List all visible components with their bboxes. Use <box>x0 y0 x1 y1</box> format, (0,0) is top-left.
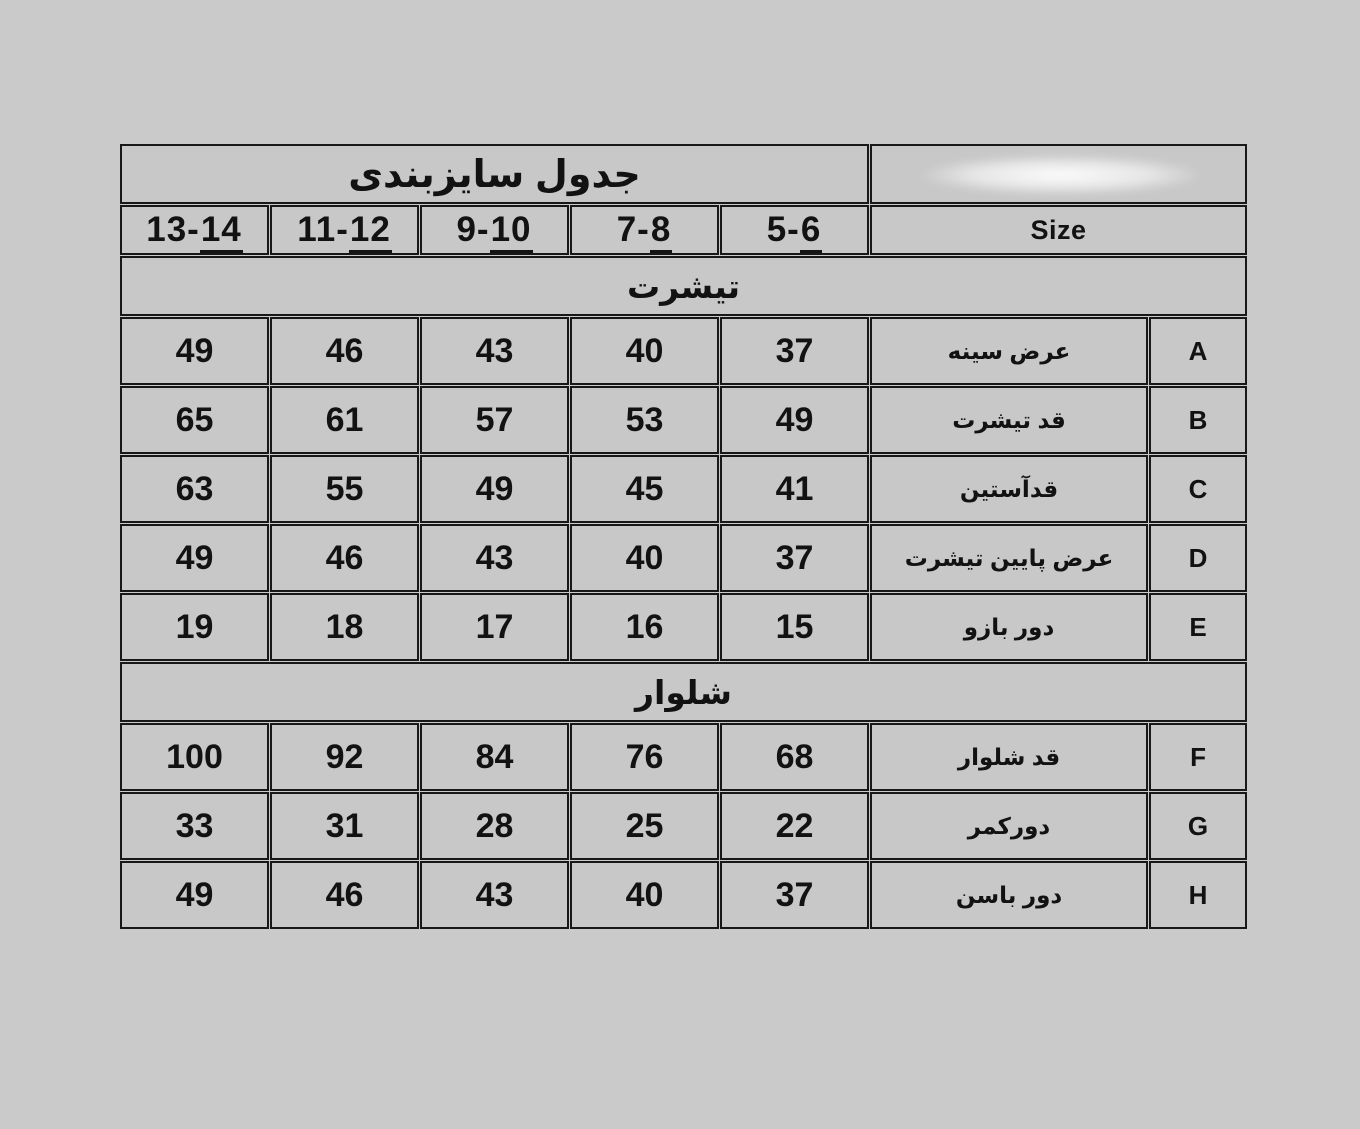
blurred-brand-area <box>920 155 1202 195</box>
size-label-underlined: 12 <box>349 210 392 254</box>
row-letter: H <box>1149 861 1247 929</box>
value-cell: 57 <box>420 386 569 454</box>
value-cell: 65 <box>120 386 269 454</box>
size-label-underlined: 10 <box>490 210 533 254</box>
size-header-label: Size <box>870 205 1247 255</box>
value-cell: 55 <box>270 455 419 523</box>
row-letter: B <box>1149 386 1247 454</box>
value-cell: 28 <box>420 792 569 860</box>
value-cell: 41 <box>720 455 869 523</box>
pants-section-banner-row <box>120 662 1247 722</box>
value-cell: 31 <box>270 792 419 860</box>
size-label-plain: 5- <box>766 210 800 249</box>
value-cell: 49 <box>420 455 569 523</box>
table-row-d <box>120 524 1247 592</box>
tshirt-section-banner-row <box>120 256 1247 316</box>
value-cell: 17 <box>420 593 569 661</box>
value-cell: 46 <box>270 524 419 592</box>
size-chart-table <box>119 143 1248 930</box>
value-cell: 19 <box>120 593 269 661</box>
size-column-5-6 <box>720 205 869 255</box>
value-cell: 37 <box>720 317 869 385</box>
value-cell: 46 <box>270 861 419 929</box>
value-cell: 15 <box>720 593 869 661</box>
value-cell: 100 <box>120 723 269 791</box>
row-letter: A <box>1149 317 1247 385</box>
size-column-11-12 <box>270 205 419 255</box>
value-cell: 53 <box>570 386 719 454</box>
table-row-a <box>120 317 1247 385</box>
table-row-g <box>120 792 1247 860</box>
value-cell: 45 <box>570 455 719 523</box>
table-row-f <box>120 723 1247 791</box>
size-label-underlined: 6 <box>800 210 822 254</box>
row-letter: E <box>1149 593 1247 661</box>
size-header-row <box>120 205 1247 255</box>
brand-cell <box>870 144 1247 204</box>
size-label-underlined: 14 <box>200 210 243 254</box>
value-cell: 37 <box>720 861 869 929</box>
value-cell: 22 <box>720 792 869 860</box>
row-letter: D <box>1149 524 1247 592</box>
table-row-h <box>120 861 1247 929</box>
size-label-plain: 9- <box>456 210 490 249</box>
value-cell: 84 <box>420 723 569 791</box>
title-row <box>120 144 1247 204</box>
value-cell: 40 <box>570 524 719 592</box>
value-cell: 61 <box>270 386 419 454</box>
value-cell: 49 <box>120 524 269 592</box>
value-cell: 33 <box>120 792 269 860</box>
size-column-9-10 <box>420 205 569 255</box>
measure-name: عرض پایین تیشرت <box>870 524 1148 592</box>
row-letter: C <box>1149 455 1247 523</box>
value-cell: 40 <box>570 861 719 929</box>
measure-name: قد تیشرت <box>870 386 1148 454</box>
value-cell: 76 <box>570 723 719 791</box>
value-cell: 16 <box>570 593 719 661</box>
size-column-7-8 <box>570 205 719 255</box>
table-row-c <box>120 455 1247 523</box>
size-label-plain: 13- <box>146 210 200 249</box>
measure-name: قد شلوار <box>870 723 1148 791</box>
pants-section-label: شلوار <box>120 662 1247 722</box>
measure-name: عرض سینه <box>870 317 1148 385</box>
size-column-13-14 <box>120 205 269 255</box>
value-cell: 37 <box>720 524 869 592</box>
value-cell: 49 <box>720 386 869 454</box>
size-label-plain: 7- <box>616 210 650 249</box>
value-cell: 49 <box>120 317 269 385</box>
table-row-b <box>120 386 1247 454</box>
value-cell: 49 <box>120 861 269 929</box>
value-cell: 43 <box>420 861 569 929</box>
value-cell: 25 <box>570 792 719 860</box>
value-cell: 43 <box>420 524 569 592</box>
value-cell: 92 <box>270 723 419 791</box>
measure-name: دور بازو <box>870 593 1148 661</box>
size-label-plain: 11- <box>297 210 349 249</box>
value-cell: 46 <box>270 317 419 385</box>
row-letter: G <box>1149 792 1247 860</box>
tshirt-section-label: تیشرت <box>120 256 1247 316</box>
value-cell: 40 <box>570 317 719 385</box>
size-label-underlined: 8 <box>650 210 672 254</box>
table-title: جدول سایزبندی <box>120 144 869 204</box>
value-cell: 63 <box>120 455 269 523</box>
measure-name: قدآستین <box>870 455 1148 523</box>
table-row-e <box>120 593 1247 661</box>
value-cell: 18 <box>270 593 419 661</box>
value-cell: 68 <box>720 723 869 791</box>
value-cell: 43 <box>420 317 569 385</box>
measure-name: دورکمر <box>870 792 1148 860</box>
row-letter: F <box>1149 723 1247 791</box>
measure-name: دور باسن <box>870 861 1148 929</box>
